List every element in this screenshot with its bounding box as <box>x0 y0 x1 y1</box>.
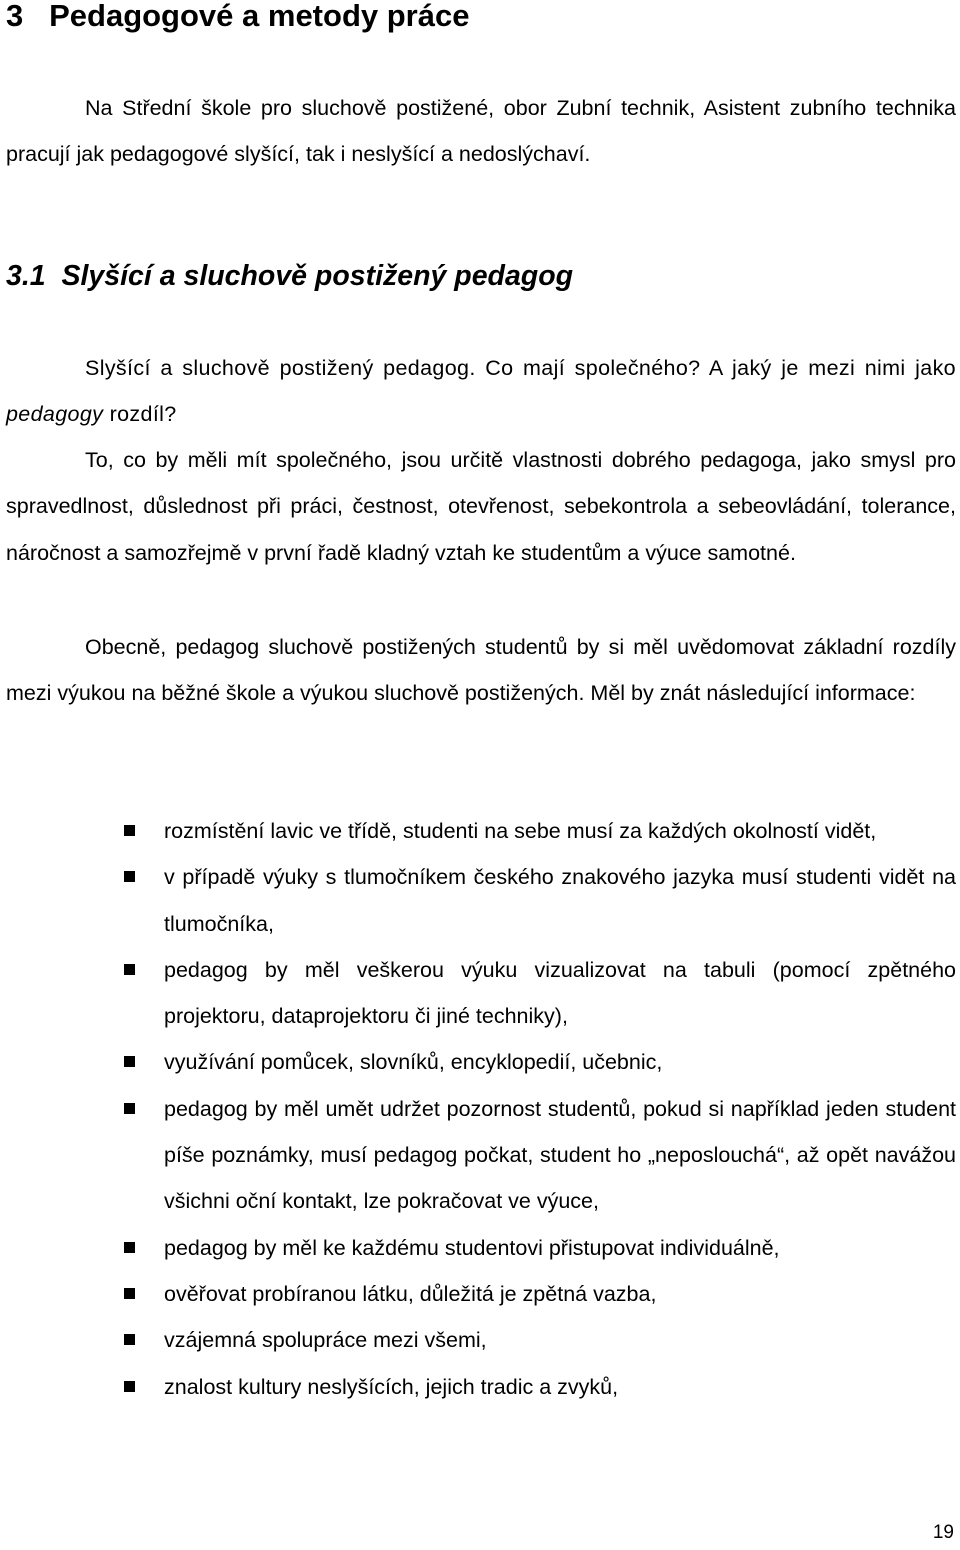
common-qualities-paragraph: To, co by měli mít společného, jsou určitě vlastnosti dobrého pedagoga, jako smysl pro spravedlnost, důslednost při práci, čestnost, otevřenost, sebekontrola a sebeovládání, tolerance, náročnost a samozřejmě v první řadě kladný vztah ke studentům a výuce samotné. <box>6 448 956 565</box>
square-bullet-icon <box>124 964 135 975</box>
square-bullet-icon <box>124 825 135 836</box>
list-item-text: pedagog by měl ke každému studentovi přistupovat individuálně, <box>164 1235 780 1260</box>
square-bullet-icon <box>124 1242 135 1253</box>
section-heading <box>6 254 573 298</box>
square-bullet-icon <box>124 1334 135 1345</box>
list-item <box>6 1086 956 1225</box>
list-item <box>6 1364 956 1410</box>
square-bullet-icon <box>124 871 135 882</box>
list-item-text: vzájemná spolupráce mezi všemi, <box>164 1328 487 1353</box>
list-item <box>6 1225 956 1271</box>
question-text-end: rozdíl? <box>103 402 177 427</box>
chapter-heading <box>6 0 469 38</box>
list-item-text: ověřovat probíranou látku, důležitá je zpětná vazba, <box>164 1281 657 1306</box>
list-item-text: rozmístění lavic ve třídě, studenti na sebe musí za každých okolností vidět, <box>164 819 877 843</box>
list-item-text: pedagog by měl umět udržet pozornost studentů, pokud si například jeden student píše poznámky, musí pedagog počkat, student ho „neposlouchá“, až opět navážou všichni oční kontakt, lze pokračovat ve výuce, <box>164 1096 956 1214</box>
intro-paragraph: Na Střední škole pro sluchově postižené, obor Zubní technik, Asistent zubního technika pracují jak pedagogové slyšící, tak i neslyšící a nedoslýchaví. <box>6 96 956 167</box>
question-paragraph <box>6 345 956 438</box>
square-bullet-icon <box>124 1288 135 1299</box>
list-item <box>6 1317 956 1363</box>
chapter-number: 3 <box>6 0 24 33</box>
chapter-title: Pedagogové a metody práce <box>49 0 470 33</box>
square-bullet-icon <box>124 1103 135 1114</box>
square-bullet-icon <box>124 1056 135 1067</box>
list-item <box>6 1271 956 1317</box>
requirements-list <box>6 808 956 1410</box>
list-item <box>6 854 956 947</box>
question-emphasis: pedagogy <box>6 402 104 427</box>
general-differences-paragraph: Obecně, pedagog sluchově postižených studentů by si měl uvědomovat základní rozdíly mezi výukou na běžné škole a výukou sluchově postižených. Měl by znát následující informace: <box>6 635 956 706</box>
list-item <box>6 808 956 854</box>
question-text-start: Slyšící a sluchově postižený pedagog. Co mají společného? A jaký je mezi nimi jako <box>85 356 956 380</box>
section-title: Slyšící a sluchově postižený pedagog <box>61 260 574 292</box>
list-item <box>6 947 956 1040</box>
list-item-text: znalost kultury neslyšících, jejich tradic a zvyků, <box>164 1374 619 1399</box>
list-item-text: využívání pomůcek, slovníků, encyklopedií, učebnic, <box>164 1050 663 1075</box>
section-number: 3.1 <box>6 260 46 292</box>
page-number: 19 <box>932 1522 954 1543</box>
list-item <box>6 1039 956 1085</box>
list-item-text: v případě výuky s tlumočníkem českého znakového jazyka musí studenti vidět na tlumočníka, <box>164 865 956 936</box>
list-item-text: pedagog by měl veškerou výuku vizualizovat na tabuli (pomocí zpětného projektoru, dataprojektoru či jiné techniky), <box>164 957 956 1029</box>
square-bullet-icon <box>124 1381 135 1392</box>
